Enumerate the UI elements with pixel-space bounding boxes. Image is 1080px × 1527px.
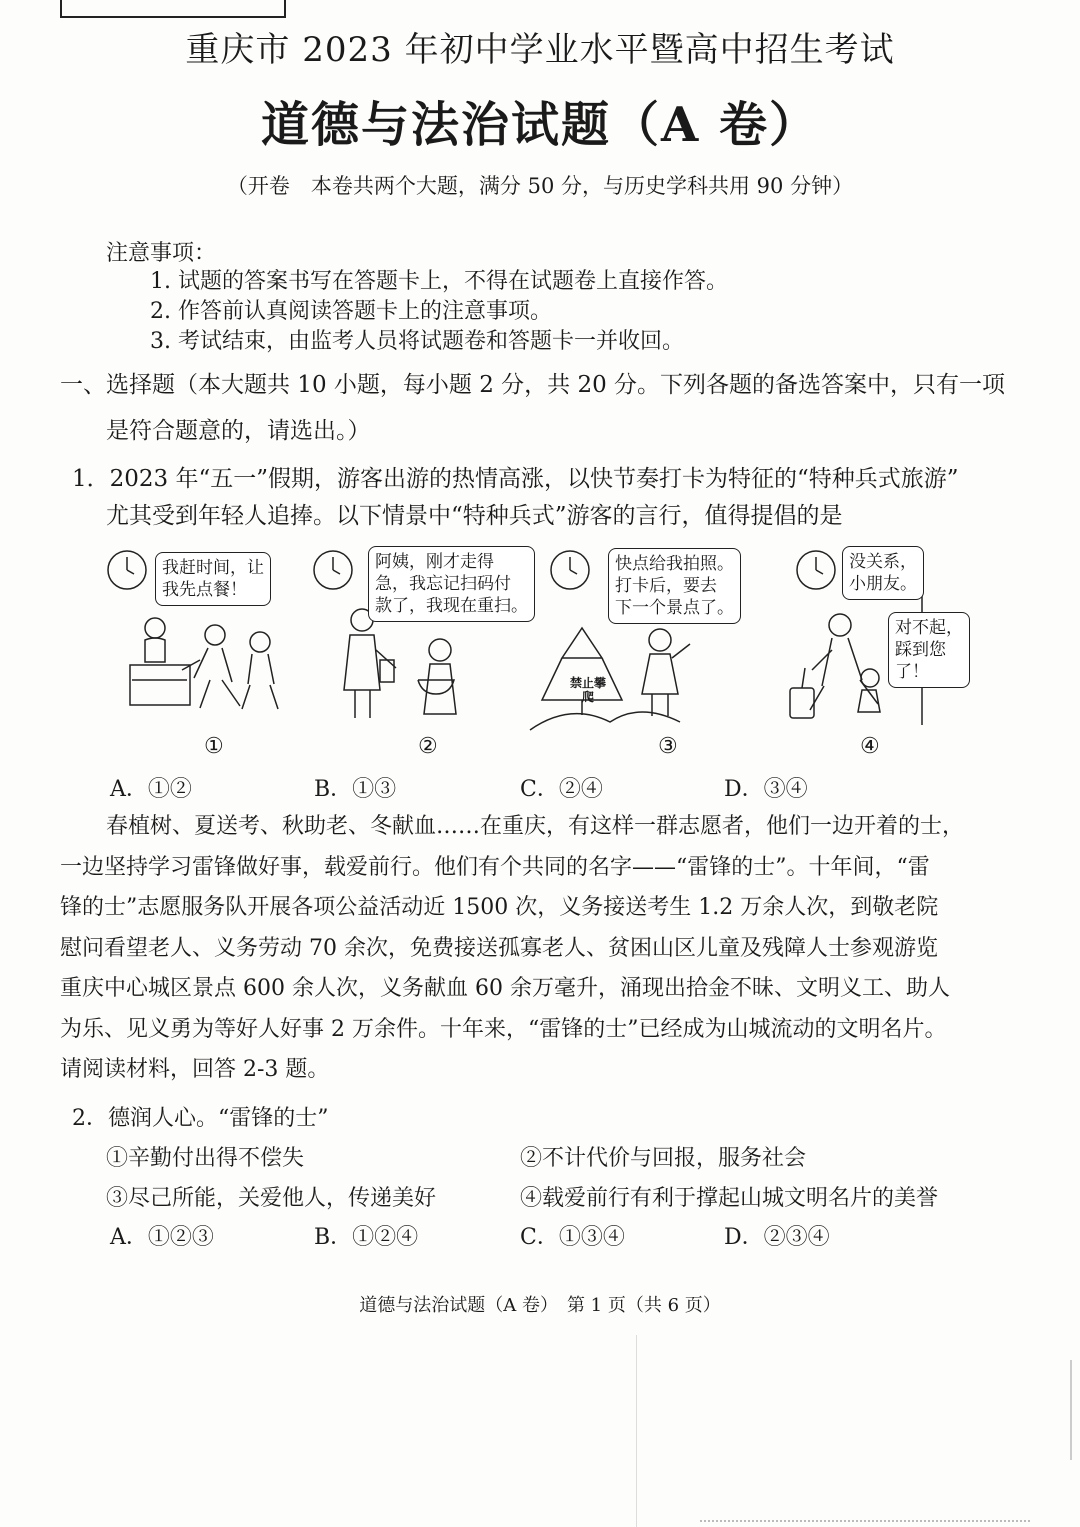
option-b: B．①③ (314, 777, 397, 802)
bubble-text: 踩到您 (895, 640, 946, 660)
option-a: A．①②③ (110, 1225, 214, 1250)
dotted-edge (700, 1520, 1030, 1522)
exam-name: 重庆市 2023 年初中学业水平暨高中招生考试 (185, 30, 895, 70)
statement: ④载爱前行有利于撑起山城文明名片的美誉 (520, 1186, 939, 1211)
material-text: 请阅读材料，回答 2-3 题。 (60, 1057, 330, 1082)
statement: ①辛勤付出得不偿失 (106, 1146, 305, 1171)
statement: ②不计代价与回报，服务社会 (520, 1146, 807, 1171)
option-d: D．②③④ (724, 1225, 830, 1250)
statement: ③尽己所能，关爱他人，传递美好 (106, 1186, 437, 1211)
material-text: 重庆中心城区景点 600 余人次，义务献血 60 余万毫升，涌现出拾金不昧、文明义工、助人 (60, 976, 950, 1001)
bubble-text: 下一个景点了。 (615, 598, 734, 618)
option-a: A．①② (110, 777, 192, 802)
bubble-text: 没关系， (849, 552, 917, 572)
speech-bubble-4b (888, 612, 970, 688)
notes-item: 1. 试题的答案书写在答题卡上，不得在试题卷上直接作答。 (150, 269, 728, 294)
comic-label: ② (418, 734, 438, 759)
question-2-stem: 2．德润人心。“雷锋的士” (72, 1106, 329, 1131)
bubble-text: 急，我忘记扫码付 (375, 574, 511, 594)
bubble-text: 对不起， (895, 618, 963, 638)
speech-bubble-3 (608, 548, 741, 624)
section-heading: 一、选择题（本大题共 10 小题，每小题 2 分，共 20 分。下列各题的备选答案中，只有一项 (60, 372, 1006, 398)
bubble-text: 我先点餐！ (162, 580, 247, 600)
exam-subtitle: （开卷 本卷共两个大题，满分 50 分，与历史学科共用 90 分钟） (226, 174, 854, 198)
no-climbing-sign: 禁止攀爬 (570, 676, 607, 704)
speech-bubble-2 (368, 546, 535, 622)
top-border-box (60, 0, 286, 18)
option-c: C．②④ (520, 777, 603, 802)
comic-label: ③ (658, 734, 678, 759)
notes-heading: 注意事项： (106, 241, 217, 266)
material-text: 为乐、见义勇为等好人好事 2 万余件。十年来，“雷锋的士”已经成为山城流动的文明名片。 (60, 1017, 947, 1042)
question-1-stem: 1．2023 年“五一”假期，游客出游的热情高涨，以快节奏打卡为特征的“特种兵式旅游” (72, 466, 959, 492)
section-heading-cont: 是符合题意的，请选出。） (106, 418, 371, 444)
question-1-stem-cont: 尤其受到年轻人追捧。以下情景中“特种兵式”游客的言行，值得提倡的是 (106, 503, 843, 529)
bubble-text: 阿姨，刚才走得 (375, 552, 494, 572)
notes-item: 3. 考试结束，由监考人员将试题卷和答题卡一并收回。 (150, 329, 684, 354)
bubble-text: 了！ (895, 662, 929, 682)
bubble-text: 打卡后，要去 (615, 576, 717, 596)
bubble-text: 款了，我现在重扫。 (375, 596, 528, 616)
bubble-text: 小朋友。 (849, 574, 917, 594)
page-footer: 道德与法治试题（A 卷） 第 1 页（共 6 页） (359, 1295, 721, 1316)
bubble-text: 我赶时间，让 (162, 558, 264, 578)
option-b: B．①②④ (314, 1225, 419, 1250)
speech-bubble-4a (842, 546, 924, 600)
bubble-text: 快点给我拍照。 (615, 554, 734, 574)
page-edge (1070, 1360, 1072, 1460)
material-text: 春植树、夏送考、秋助老、冬献血……在重庆，有这样一群志愿者，他们一边开着的士， (106, 814, 965, 839)
comic-strip (100, 540, 980, 765)
notes-item: 2. 作答前认真阅读答题卡上的注意事项。 (150, 299, 552, 324)
comic-label: ④ (860, 734, 880, 759)
page-title: 道德与法治试题（A 卷） (261, 97, 819, 153)
option-c: C．①③④ (520, 1225, 625, 1250)
option-d: D．③④ (724, 777, 808, 802)
page-fold-line (636, 1335, 637, 1527)
material-text: 锋的士”志愿服务队开展各项公益活动近 1500 次，义务接送考生 1.2 万余人次，到敬老院 (60, 895, 939, 920)
material-text: 慰问看望老人、义务劳动 70 余次，免费接送孤寡老人、贫困山区儿童及残障人士参观游览 (60, 936, 938, 961)
comic-label: ① (204, 734, 224, 759)
speech-bubble-1 (155, 552, 271, 606)
material-text: 一边坚持学习雷锋做好事，载爱前行。他们有个共同的名字——“雷锋的士”。十年间，“雷 (60, 855, 930, 880)
